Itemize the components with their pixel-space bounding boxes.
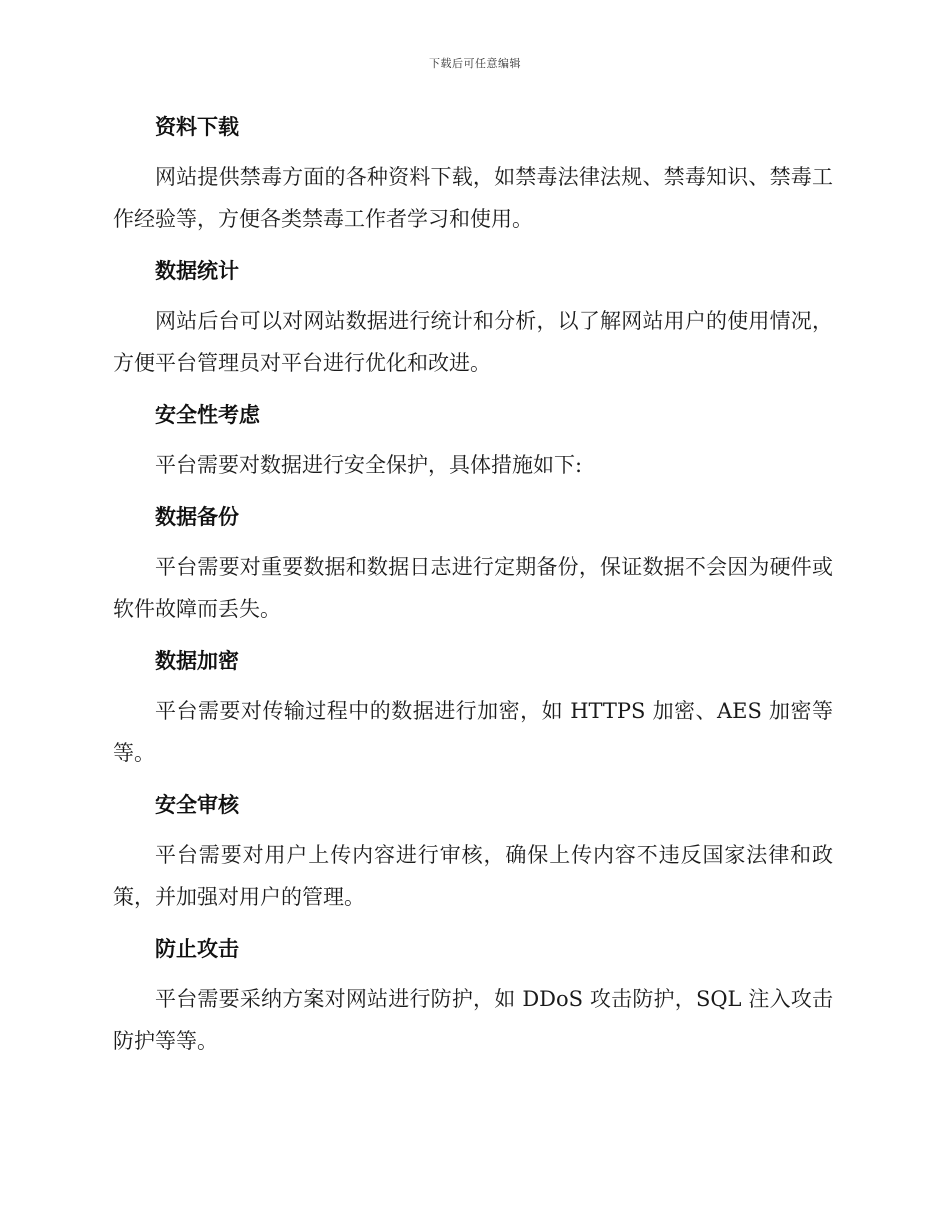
section-heading: 数据加密: [155, 649, 239, 673]
section-security-considerations: [113, 396, 833, 486]
section-heading: 数据统计: [155, 259, 239, 283]
section-paragraph: 平台需要对重要数据和数据日志进行定期备份，保证数据不会因为硬件或软件故障而丢失。: [113, 555, 833, 621]
page-header: 下载后可任意编辑: [429, 57, 521, 70]
section-paragraph: 网站后台可以对网站数据进行统计和分析，以了解网站用户的使用情况，方便平台管理员对平台进行优化和改进。: [113, 309, 833, 375]
section-paragraph: 平台需要对数据进行安全保护，具体措施如下:: [155, 453, 583, 477]
section-heading: 安全性考虑: [155, 403, 260, 427]
section-heading: 资料下载: [155, 115, 239, 139]
section-paragraph: 平台需要对用户上传内容进行审核，确保上传内容不违反国家法律和政策，并加强对用户的管理。: [113, 843, 833, 909]
section-paragraph: 平台需要采纳方案对网站进行防护，如 DDoS 攻击防护，SQL 注入攻击防护等等。: [113, 987, 833, 1053]
section-data-encryption: [113, 642, 833, 774]
section-heading: 防止攻击: [155, 937, 239, 961]
section-attack-prevention: [113, 930, 833, 1062]
section-security-review: [113, 786, 833, 918]
section-heading: 安全审核: [155, 793, 239, 817]
section-data-statistics: [113, 252, 833, 384]
section-resource-download: [113, 108, 833, 240]
section-paragraph: 网站提供禁毒方面的各种资料下载，如禁毒法律法规、禁毒知识、禁毒工作经验等，方便各类禁毒工作者学习和使用。: [113, 165, 833, 231]
section-data-backup: [113, 498, 833, 630]
document-body: [113, 108, 833, 1074]
section-paragraph: 平台需要对传输过程中的数据进行加密，如 HTTPS 加密、AES 加密等等。: [113, 699, 833, 765]
section-heading: 数据备份: [155, 505, 239, 529]
